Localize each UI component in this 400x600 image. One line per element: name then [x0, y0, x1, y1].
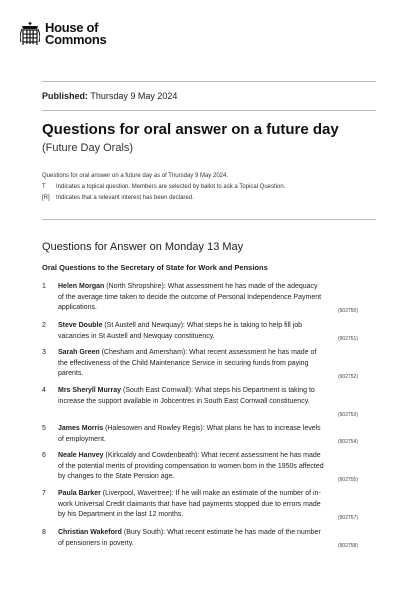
question-item	[42, 451, 358, 483]
question-body: If he will make an estimate of the number of in-work Universal Credit claimants that have had payments stopped due to errors made by his Department in the last 12 months.	[58, 490, 321, 518]
question-constituency: (Bury South):	[123, 529, 166, 536]
logo-line-1: House of	[45, 20, 99, 35]
question-constituency: (Halesowen and Rowley Regis):	[105, 425, 205, 432]
divider-top	[42, 81, 376, 82]
question-member: Steve Double	[58, 322, 103, 329]
note-interest	[42, 193, 285, 204]
question-item	[42, 489, 358, 521]
question-code: (902750)	[337, 308, 358, 314]
question-text-block	[58, 282, 324, 314]
notes-intro: Questions for oral answer on a future day as of Thursday 9 May 2024.	[42, 173, 228, 179]
question-body: What recent assessment he has made of the potential merits of providing compensation to women born in the 1950s affected by changes to the State Pension age.	[58, 452, 324, 480]
note-text: Indicates a topical question. Members are selected by ballot to ask a Topical Question.	[56, 184, 286, 190]
logo-wordmark	[45, 22, 106, 46]
question-member: Neale Hanvey	[58, 452, 104, 459]
question-constituency: (Liverpool, Wavertree):	[102, 490, 174, 497]
question-member: Christian Wakeford	[58, 529, 122, 536]
question-body: What plans he has to increase levels of employment.	[58, 425, 321, 443]
question-text-block	[58, 424, 324, 445]
question-constituency: (St Austell and Newquay):	[104, 322, 185, 329]
section-title: Questions for Answer on Monday 13 May	[42, 241, 244, 253]
question-item	[42, 528, 358, 549]
question-code: (902752)	[337, 374, 358, 380]
question-constituency: (Kirkcaldy and Cowdenbeath):	[105, 452, 200, 459]
question-member: Helen Morgan	[58, 283, 105, 290]
question-item	[42, 282, 358, 314]
question-text-block	[58, 451, 324, 483]
question-code: (902754)	[337, 439, 358, 445]
question-number: 1	[42, 283, 46, 290]
question-body: What assessment he has made of the adequacy of the average time taken to decide the outcome of Personal Independence Payment applications.	[58, 283, 322, 311]
question-constituency: (North Shropshire):	[106, 283, 166, 290]
page-subtitle: (Future Day Orals)	[42, 142, 134, 154]
question-member: Paula Barker	[58, 490, 101, 497]
page-title: Questions for oral answer on a future day	[42, 121, 339, 138]
divider-published	[42, 110, 376, 111]
house-of-commons-logo	[20, 22, 106, 46]
published-label: Published:	[42, 91, 89, 101]
notes-block	[42, 171, 285, 204]
question-text-block	[58, 489, 324, 521]
question-item	[42, 386, 358, 418]
question-text-block	[58, 386, 324, 407]
question-number: 7	[42, 490, 46, 497]
question-body: What steps he is taking to help fill job vacancies in St Austell and Newquay constituency.	[58, 322, 302, 340]
question-constituency: (Chesham and Amersham):	[101, 349, 188, 356]
divider-notes	[42, 219, 376, 220]
question-number: 4	[42, 387, 46, 394]
note-symbol: [R]	[42, 195, 50, 201]
question-number: 2	[42, 322, 46, 329]
note-symbol: T	[42, 184, 46, 190]
question-code: (902751)	[337, 336, 358, 342]
note-text: Indicates that a relevant interest has been declared.	[56, 195, 194, 201]
question-body: What recent estimate he has made of the number of pensioners in poverty.	[58, 529, 321, 547]
question-item	[42, 321, 358, 342]
question-member: Sarah Green	[58, 349, 100, 356]
portcullis-icon	[20, 22, 40, 46]
question-number: 6	[42, 452, 46, 459]
note-topical	[42, 182, 285, 193]
question-code: (902757)	[337, 515, 358, 521]
question-code: (902753)	[337, 412, 358, 418]
question-constituency: (South East Cornwall):	[122, 387, 194, 394]
question-code: (902758)	[337, 543, 358, 549]
question-member: Mrs Sheryll Murray	[58, 387, 122, 394]
question-body: What steps his Department is taking to increase the support available in Jobcentres in South East Cornwall constituency.	[58, 387, 315, 405]
published-date: Thursday 9 May 2024	[90, 91, 178, 101]
question-member: James Morris	[58, 425, 104, 432]
question-code: (902755)	[337, 477, 358, 483]
question-number: 3	[42, 349, 46, 356]
question-item	[42, 424, 358, 445]
question-body: What recent assessment he has made of the effectiveness of the Child Maintenance Service in securing funds from paying parents.	[58, 349, 317, 377]
question-text-block	[58, 321, 324, 342]
question-text-block	[58, 348, 324, 380]
question-number: 8	[42, 529, 46, 536]
question-text-block	[58, 528, 324, 549]
department-heading: Oral Questions to the Secretary of State for Work and Pensions	[42, 263, 268, 272]
logo-line-2: Commons	[45, 32, 107, 47]
published-line	[42, 91, 177, 101]
question-number: 5	[42, 425, 46, 432]
question-item	[42, 348, 358, 380]
